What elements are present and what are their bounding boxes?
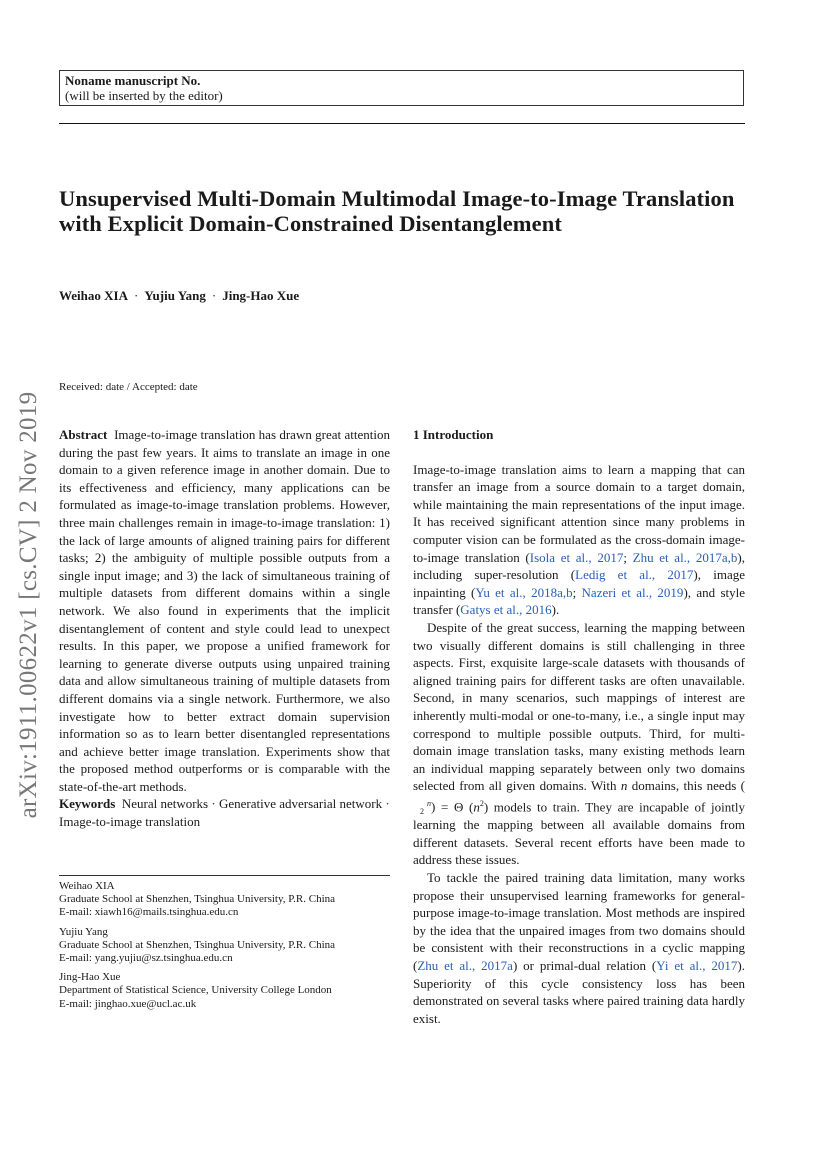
author-name: Jing-Hao Xue <box>222 288 300 303</box>
citation-link[interactable]: Ledig et al., 2017 <box>575 567 694 583</box>
paragraph-text: ). Superiority of this cycle consistency loss has been demonstrated on several tasks where paired training data hardly exist. <box>413 957 745 1026</box>
citation-link[interactable]: Isola et al., 2017 <box>529 549 624 565</box>
author-name: Weihao XIA <box>59 288 128 303</box>
abstract-label: Abstract <box>59 427 108 442</box>
paragraph-text: ), including super-resolution ( <box>413 549 745 583</box>
paragraph-text: ). <box>551 602 560 618</box>
header-rule <box>59 123 745 124</box>
left-column <box>59 426 390 831</box>
citation-link[interactable]: Yu et al., 2018a,b <box>475 584 573 600</box>
affiliation-email[interactable]: E-mail: yang.yujiu@sz.tsinghua.edu.cn <box>59 952 233 965</box>
affiliation-block <box>59 971 390 1011</box>
affiliation-block <box>59 926 390 966</box>
paragraph-text: ) models to train. They are incapable of jointly learning the mapping between all available domains from different datasets. Several recent efforts have been made to address these issues. <box>413 799 745 868</box>
author-list <box>59 288 299 304</box>
affiliation-institution: Department of Statistical Science, University College London <box>59 984 332 997</box>
paragraph-text: = Θ ( <box>435 799 474 815</box>
arxiv-id: arXiv:1911.00622v1 [cs.CV] 2 Nov 2019 <box>15 391 42 819</box>
affiliation-institution: Graduate School at Shenzhen, Tsinghua University, P.R. China <box>59 938 336 951</box>
math-variable: n <box>620 778 628 794</box>
abstract-text: Image-to-image translation has drawn great attention during the past few years. It aims to translate an image in one domain to a given reference image in another domain. Due to its effectiveness and efficiency, many applications can be formulated as image-to-image translation problems. However, three main challenges remain in image-to-image translation: 1) the lack of large amounts of aligned training pairs for different tasks; 2) the ambiguity of multiple possible outputs from a single input image; and 3) the lack of simultaneous training of multiple datasets from different domains within a single network. We also found in experiments that the implicit disentanglement of content and style could lead to unexpect results. In this paper, we propose a unified framework for learning to generate diverse outputs using unpaired training data and allow simultaneous training of multiple datasets from different domains via a single network. Furthermore, we also investigate how to better extract domain supervision information so as to learn better disentangled representations and achieve better image translation. Experiments show that the proposed method outperforms or is comparable with the state-of-the-art methods. <box>59 427 390 794</box>
paper-title: Unsupervised Multi-Domain Multimodal Image-to-Image Translation with Explicit Domain-Constrained Disentanglement <box>59 186 735 236</box>
binomial-top: n <box>427 799 431 809</box>
paragraph-text: ; <box>572 584 582 600</box>
arxiv-sidebar <box>12 365 46 845</box>
citation-link[interactable]: Nazeri et al., 2019 <box>581 584 684 600</box>
author-name: Yujiu Yang <box>144 288 206 303</box>
right-column <box>413 426 745 1027</box>
affiliation-name: Weihao XIA <box>59 880 115 892</box>
affiliation-institution: Graduate School at Shenzhen, Tsinghua University, P.R. China <box>59 893 336 906</box>
author-separator: · <box>211 288 217 303</box>
keywords-label: Keywords <box>59 796 116 812</box>
affiliation-email[interactable]: E-mail: jinghao.xue@ucl.ac.uk <box>59 997 197 1010</box>
paragraph-text: Image-to-image translation aims to learn a mapping that can transfer an image from a source domain to a target domain, while maintaining the main representations of the input image. It has received significant attention since many problems in computer vision can be formulated as the cross-domain image-to-image translation ( <box>413 461 745 565</box>
paragraph-text: ), and style transfer ( <box>413 584 745 618</box>
footnote-rule <box>59 875 390 876</box>
intro-paragraph-1 <box>413 461 745 619</box>
affiliation-block <box>59 880 390 920</box>
citation-link[interactable]: Zhu et al., 2017a <box>417 957 513 973</box>
author-separator: · <box>133 288 139 303</box>
affiliation-name: Yujiu Yang <box>59 925 108 938</box>
section-heading-introduction: 1 Introduction <box>413 427 494 442</box>
citation-link[interactable]: Yi et al., 2017 <box>656 957 738 973</box>
intro-paragraph-2 <box>413 619 745 869</box>
math-variable: n <box>473 799 480 815</box>
citation-link[interactable]: Gatys et al., 2016 <box>460 602 552 618</box>
binomial-bottom: 2 <box>420 807 424 817</box>
manuscript-number: Noname manuscript No. <box>65 73 201 88</box>
citation-link[interactable]: Zhu et al., 2017a,b <box>632 549 738 565</box>
paragraph-text: Despite of the great success, learning the mapping between two visually different domains is still challenging in three aspects. First, exquisite large-scale datasets with thousands of aligned training pairs for different tasks are often unavailable. Second, in many scenarios, such mappings of interest are inherently multi-modal or one-to-many, i.e., a single input may correspond to multiple possible outputs. Third, for multi-domain image translation tasks, many existing methods learn an individual mapping separately between only two domains selected from all given domains. With <box>413 619 745 794</box>
binomial-expression: (n 2 ) <box>420 778 745 817</box>
keywords <box>59 795 390 830</box>
paragraph-text: To tackle the paired training data limitation, many works propose their unsupervised learning frameworks for general-purpose image-to-image translation. Most methods are inspired by the idea that the unpaired images from two domains should be consistent with their reconstructions in a cyclic mapping ( <box>413 870 745 973</box>
manuscript-header-box <box>59 70 744 106</box>
affiliations <box>59 880 390 1017</box>
abstract <box>59 426 390 795</box>
paragraph-text: ) or primal-dual relation ( <box>512 957 657 973</box>
keywords-text: Neural networks · Generative adversarial network · Image-to-image translation <box>59 796 390 830</box>
paragraph-text: ), image inpainting ( <box>413 567 745 600</box>
editor-note: (will be inserted by the editor) <box>65 88 223 103</box>
math-exponent: 2 <box>479 798 484 808</box>
paragraph-text: ; <box>623 549 633 565</box>
affiliation-email[interactable]: E-mail: xiawh16@mails.tsinghua.edu.cn <box>59 906 239 919</box>
affiliation-name: Jing-Hao Xue <box>59 971 121 984</box>
received-accepted: Received: date / Accepted: date <box>59 381 198 393</box>
paragraph-text: domains, this needs <box>627 778 741 794</box>
intro-paragraph-3 <box>413 869 745 1027</box>
